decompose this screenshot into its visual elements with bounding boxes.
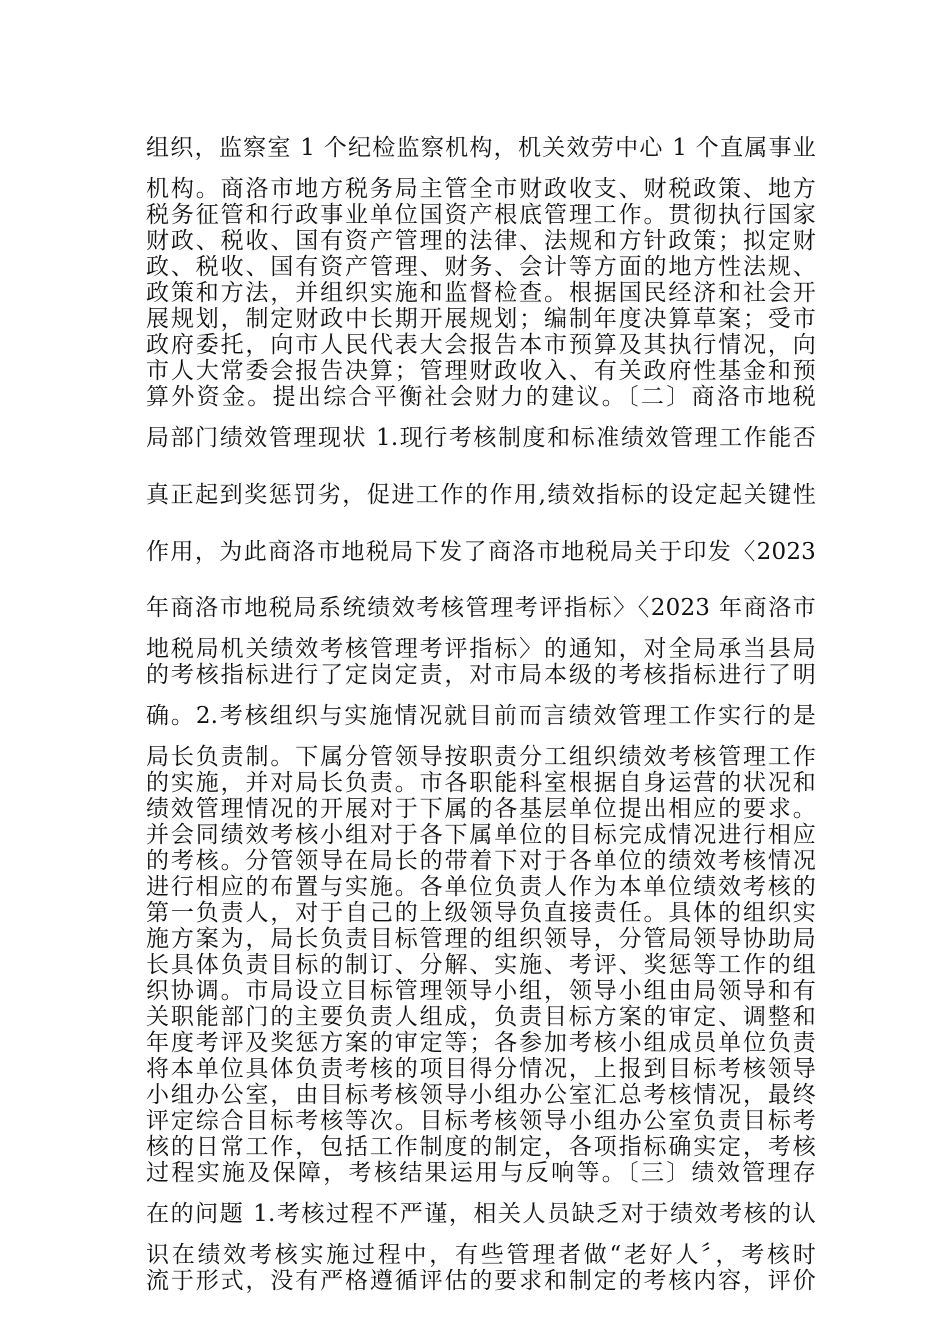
body-text-line: 绩效管理情况的开展对于下属的各基层单位提出相应的要求。 — [146, 796, 816, 822]
body-text-line: 展规划，制定财政中长期开展规划；编制年度决算草案；受市 — [146, 306, 816, 332]
body-text-line: 识在绩效考核实施过程中，有些管理者做“老好人〞，考核时 — [146, 1242, 816, 1268]
body-text-line: 施方案为，局长负责目标管理的组织领导，分管局领导协助局 — [146, 926, 816, 952]
body-text-line: 算外资金。提出综合平衡社会财力的建议。〔二〕商洛市地税 — [146, 384, 816, 410]
body-text-line: 政、税收、国有资产管理、财务、会计等方面的地方性法规、 — [146, 254, 816, 280]
body-text-line: 的考核。分管领导在局长的带着下对于各单位的绩效考核情况 — [146, 848, 816, 874]
body-text-line: 确。2.考核组织与实施情况就目前而言绩效管理工作实行的是 — [146, 703, 816, 729]
body-text-line: 局部门绩效管理现状 1.现行考核制度和标准绩效管理工作能否 — [146, 425, 816, 451]
body-text-line: 长具体负责目标的制订、分解、实施、考评、奖惩等工作的组 — [146, 952, 816, 978]
body-text-line: 在的问题 1.考核过程不严谨，相关人员缺乏对于绩效考核的认 — [146, 1201, 816, 1227]
body-text-line: 局长负责制。下属分管领导按职责分工组织绩效考核管理工作 — [146, 744, 816, 770]
body-text-line: 政策和方法，并组织实施和监督检查。根据国民经济和社会开 — [146, 280, 816, 306]
body-text-line: 关职能部门的主要负责人组成，负责目标方案的审定、调整和 — [146, 1004, 816, 1030]
body-text-line: 税务征管和行政事业单位国资产根底管理工作。贯彻执行国家 — [146, 202, 816, 228]
body-text-line: 核的日常工作，包括工作制度的制定，各项指标确实定，考核 — [146, 1134, 816, 1160]
body-text-line: 并会同绩效考核小组对于各下属单位的目标完成情况进行相应 — [146, 822, 816, 848]
body-text-line: 政府委托，向市人民代表大会报告本市预算及其执行情况，向 — [146, 332, 816, 358]
body-text-line: 将本单位具体负责考核的项目得分情况，上报到目标考核领导 — [146, 1056, 816, 1082]
body-text-line: 组织，监察室 1 个纪检监察机构，机关效劳中心 1 个直属事业 — [146, 135, 816, 161]
body-text-line: 财政、税收、国有资产管理的法律、法规和方针政策；拟定财 — [146, 228, 816, 254]
body-text-line: 机构。商洛市地方税务局主管全市财政收支、财税政策、地方 — [146, 176, 816, 202]
body-text-line: 的考核指标进行了定岗定责，对市局本级的考核指标进行了明 — [146, 662, 816, 688]
body-text-line: 流于形式，没有严格遵循评估的要求和制定的考核内容，评价 — [146, 1268, 816, 1294]
body-text-line: 织协调。市局设立目标管理领导小组，领导小组由局领导和有 — [146, 978, 816, 1004]
body-text-line: 的实施，并对局长负责。市各职能科室根据自身运营的状况和 — [146, 770, 816, 796]
body-text-line: 过程实施及保障，考核结果运用与反响等。〔三〕绩效管理存 — [146, 1160, 816, 1186]
body-text-line: 市人大常委会报告决算；管理财政收入、有关政府性基金和预 — [146, 358, 816, 384]
body-text-line: 作用，为此商洛市地税局下发了商洛市地税局关于印发〈2023 — [146, 539, 816, 565]
body-text-line: 第一负责人，对于自己的上级领导负直接责任。具体的组织实 — [146, 900, 816, 926]
body-text-line: 地税局机关绩效考核管理考评指标〉的通知，对全局承当县局 — [146, 636, 816, 662]
body-text-line: 小组办公室，由目标考核领导小组办公室汇总考核情况，最终 — [146, 1082, 816, 1108]
body-text-line: 真正起到奖惩罚劣，促进工作的作用,绩效指标的设定起关键性 — [146, 482, 816, 508]
body-text-line: 年度考评及奖惩方案的审定等；各参加考核小组成员单位负责 — [146, 1030, 816, 1056]
body-text-line: 评定综合目标考核等次。目标考核领导小组办公室负责目标考 — [146, 1108, 816, 1134]
body-text-line: 年商洛市地税局系统绩效考核管理考评指标〉〈2023 年商洛市 — [146, 595, 816, 621]
body-text-line: 进行相应的布置与实施。各单位负责人作为本单位绩效考核的 — [146, 874, 816, 900]
